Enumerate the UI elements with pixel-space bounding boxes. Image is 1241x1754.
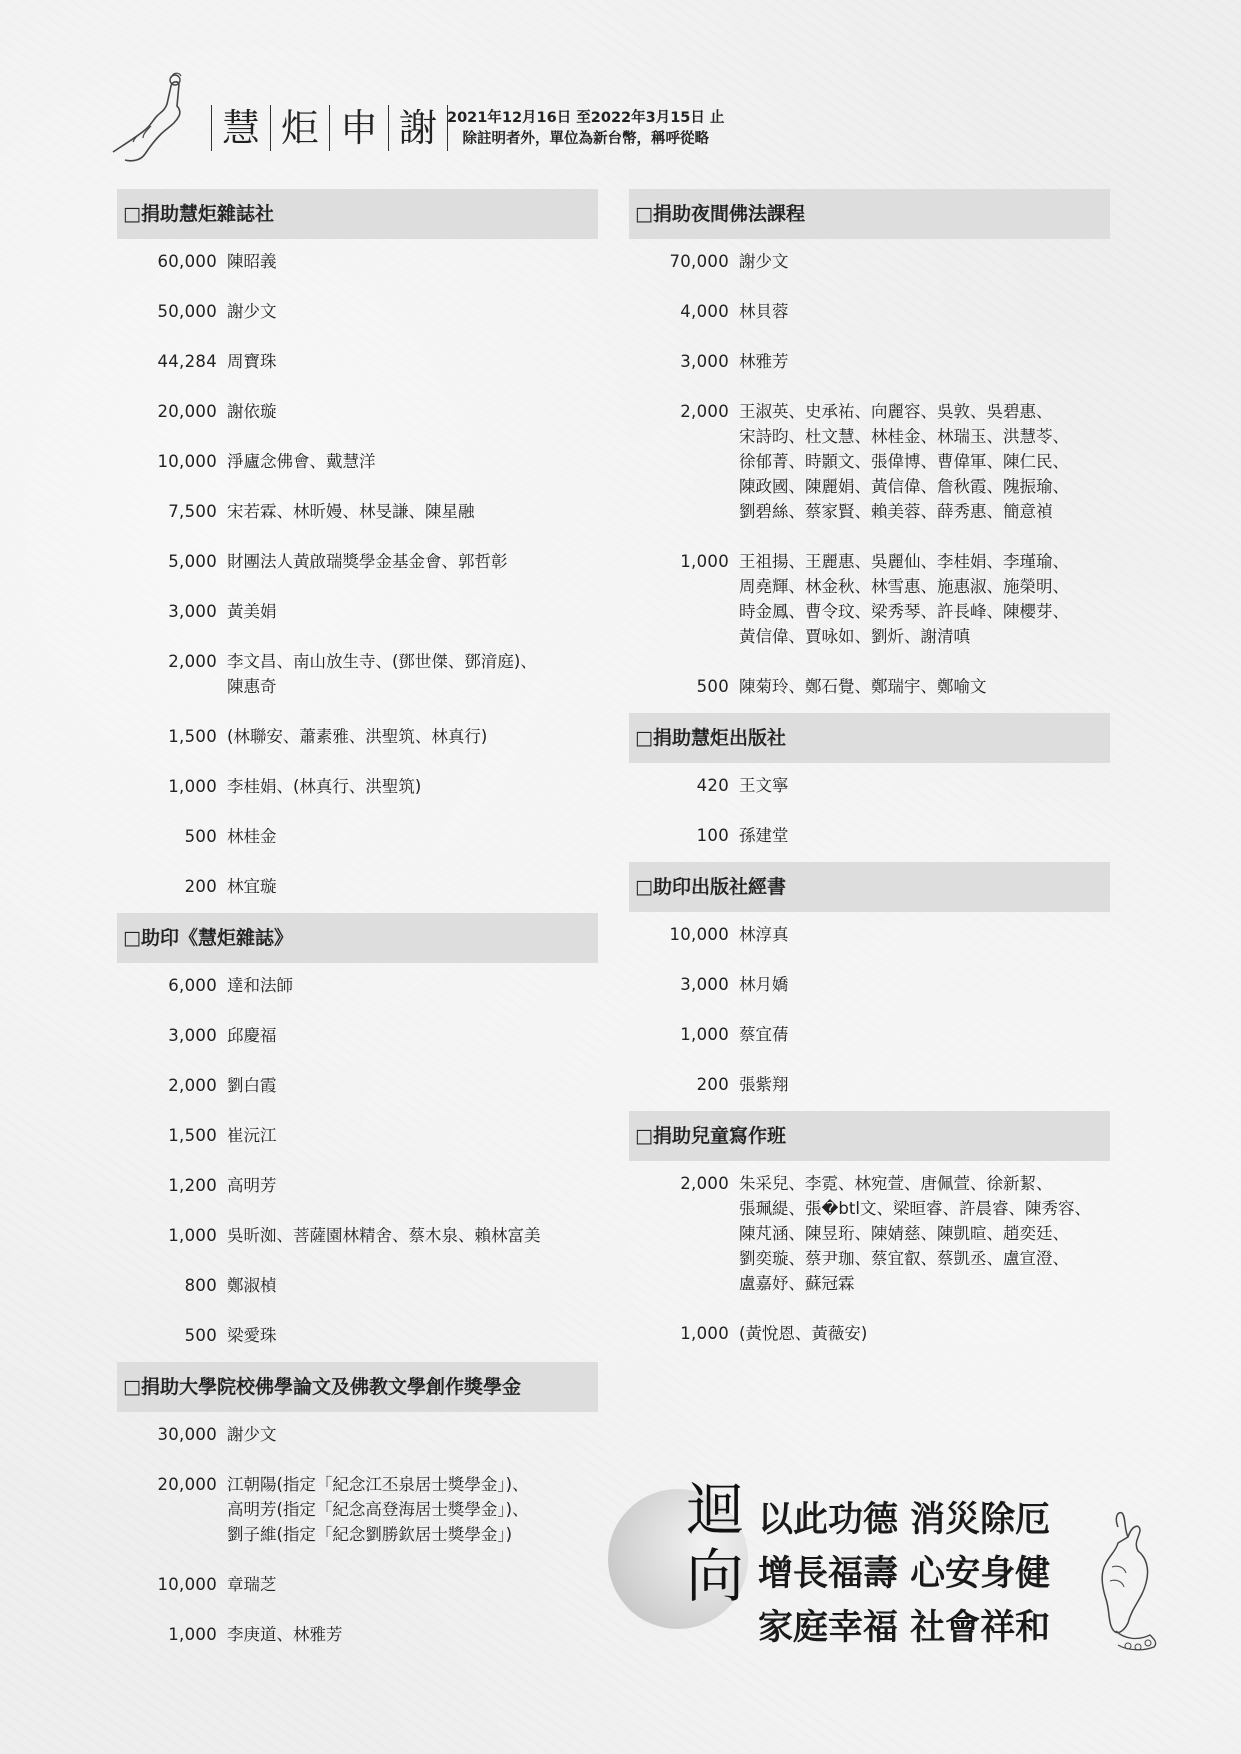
donation-row (629, 399, 1110, 524)
lotus-mudra-hand-icon (1088, 1507, 1168, 1657)
donor-names: 王祖揚、王麗惠、吳麗仙、李桂娟、李瑾瑜、 周堯輝、林金秋、林雪惠、施惠淑、施榮明、 時金鳳、曹令玟、梁秀琴、許長峰、陳櫻芽、 黃信偉、賈咏如、劉炘、謝清嗔 (739, 552, 1069, 646)
donor-names: 章瑞芝 (227, 1575, 277, 1594)
section-header: □捐助大學院校佛學論文及佛教文學創作獎學金 (117, 1362, 598, 1412)
hand-holding-torch-icon (105, 72, 205, 172)
donation-amount: 3,000 (168, 602, 217, 621)
donation-amount: 3,000 (680, 352, 729, 371)
donation-row (117, 1572, 598, 1597)
page-title (211, 105, 448, 151)
donation-row (117, 1023, 598, 1048)
donation-amount: 50,000 (157, 302, 217, 321)
donation-row (117, 824, 598, 849)
donation-amount: 70,000 (669, 252, 729, 271)
donation-row (117, 499, 598, 524)
donor-names: 王淑英、史承祐、向麗容、吳敦、吳碧惠、 宋詩昀、杜文慧、林桂金、林瑞玉、洪慧苓、 徐郁菁、時顥文、張偉博、曹偉軍、陳仁民、 陳政國、陳麗娟、黃信偉、詹秋霞、隗振瑜、 劉碧絲、蔡家賢、賴美蓉、薛秀惠、簡意禎 (739, 402, 1069, 521)
donor-names: 陳昭義 (227, 252, 277, 271)
donation-row (117, 724, 598, 749)
donation-amount: 6,000 (168, 976, 217, 995)
date-range: 2021年12月16日 至2022年3月15日 止 (447, 110, 725, 126)
donation-row (117, 1323, 598, 1348)
donation-amount: 30,000 (157, 1425, 217, 1444)
donation-list (117, 973, 598, 1348)
date-info (447, 108, 724, 150)
dedication-block (608, 1475, 1168, 1665)
donation-list (629, 249, 1110, 699)
donation-amount: 1,000 (680, 1025, 729, 1044)
dedication-title (680, 1477, 750, 1609)
donation-row (117, 349, 598, 374)
donation-row (117, 1422, 598, 1447)
donor-names: 劉白霞 (227, 1076, 277, 1095)
donation-row (117, 1622, 598, 1647)
donation-amount: 10,000 (157, 452, 217, 471)
donation-list (117, 1422, 598, 1647)
donor-names: 謝少文 (227, 1425, 277, 1444)
donation-amount: 20,000 (157, 1475, 217, 1494)
right-column (629, 189, 1110, 1360)
donation-amount: 200 (696, 1075, 729, 1094)
donation-amount: 2,000 (680, 1174, 729, 1193)
donation-amount: 500 (184, 827, 217, 846)
donation-amount: 10,000 (669, 925, 729, 944)
title-char: 申 (329, 105, 388, 151)
donation-amount: 1,200 (168, 1176, 217, 1195)
section-header: □捐助慧炬雜誌社 (117, 189, 598, 239)
donation-list (117, 249, 598, 899)
donation-row (117, 599, 598, 624)
donation-amount: 2,000 (168, 652, 217, 671)
donation-amount: 60,000 (157, 252, 217, 271)
donor-names: 李庚道、林雅芳 (227, 1625, 343, 1644)
donation-amount: 1,500 (168, 727, 217, 746)
donation-row (117, 1223, 598, 1248)
donation-amount: 800 (184, 1276, 217, 1295)
donation-row (629, 773, 1110, 798)
donor-names: 林宜璇 (227, 877, 277, 896)
title-char: 炬 (270, 105, 329, 151)
verse-line: 增長福壽 心安身健 (758, 1553, 1051, 1594)
donation-row (117, 1123, 598, 1148)
dedication-title-char: 迴 (685, 1476, 744, 1544)
donation-row (117, 973, 598, 998)
donation-row (629, 1321, 1110, 1346)
section-header: □捐助夜間佛法課程 (629, 189, 1110, 239)
donation-amount: 44,284 (157, 352, 217, 371)
donation-list (629, 922, 1110, 1097)
donation-amount: 200 (184, 877, 217, 896)
donation-row (117, 299, 598, 324)
donor-names: 林淳真 (739, 925, 789, 944)
donor-names: 陳菊玲、鄭石覺、鄭瑞宇、鄭喻文 (739, 677, 987, 696)
currency-note: 除註明者外，單位為新台幣，稱呼從略 (462, 131, 709, 147)
donation-amount: 100 (696, 826, 729, 845)
donation-amount: 4,000 (680, 302, 729, 321)
donor-names: 謝少文 (739, 252, 789, 271)
donor-names: 孫建堂 (739, 826, 789, 845)
donor-names: 達和法師 (227, 976, 293, 995)
donation-amount: 20,000 (157, 402, 217, 421)
donor-names: 王文寧 (739, 776, 789, 795)
donation-amount: 2,000 (168, 1076, 217, 1095)
donation-amount: 1,500 (168, 1126, 217, 1145)
donation-row (629, 823, 1110, 848)
verse-line: 家庭幸福 社會祥和 (758, 1607, 1051, 1648)
donor-names: (黃悅恩、黃薇安) (739, 1324, 868, 1343)
donation-list (629, 773, 1110, 848)
donation-row (629, 349, 1110, 374)
section-header: □助印《慧炬雜誌》 (117, 913, 598, 963)
donor-names: 李文昌、南山放生寺、(鄧世傑、鄧湇庭)、 陳惠奇 (227, 652, 537, 696)
donor-names: 李桂娟、(林真行、洪聖筑) (227, 777, 422, 796)
donation-amount: 3,000 (168, 1026, 217, 1045)
donation-row (117, 874, 598, 899)
donation-row (629, 249, 1110, 274)
donation-row (629, 972, 1110, 997)
donation-amount: 2,000 (680, 402, 729, 421)
donation-row (629, 549, 1110, 649)
donation-row (117, 399, 598, 424)
donation-row (117, 1173, 598, 1198)
donation-row (117, 649, 598, 699)
donor-names: 黃美娟 (227, 602, 277, 621)
donation-row (117, 249, 598, 274)
donor-names: 張紫翔 (739, 1075, 789, 1094)
donation-row (117, 549, 598, 574)
donation-amount: 1,000 (168, 1226, 217, 1245)
donation-row (117, 1273, 598, 1298)
donation-row (629, 674, 1110, 699)
donor-names: 財團法人黃啟瑞獎學金基金會、郭哲彰 (227, 552, 508, 571)
donation-row (629, 1022, 1110, 1047)
donor-names: (林聯安、蕭素雅、洪聖筑、林真行) (227, 727, 488, 746)
donation-amount: 5,000 (168, 552, 217, 571)
verse-line: 以此功德 消災除厄 (758, 1499, 1051, 1540)
donation-amount: 500 (696, 677, 729, 696)
donor-names: 宋若霖、林昕嫚、林旻謙、陳星融 (227, 502, 475, 521)
donation-list (629, 1171, 1110, 1346)
donation-amount: 1,000 (168, 777, 217, 796)
donation-amount: 3,000 (680, 975, 729, 994)
donation-amount: 7,500 (168, 502, 217, 521)
donor-names: 吳昕洳、菩薩園林精舍、蔡木泉、賴林富美 (227, 1226, 541, 1245)
donation-row (117, 449, 598, 474)
donation-row (629, 1171, 1110, 1296)
donation-amount: 1,000 (680, 1324, 729, 1343)
donor-names: 崔沅江 (227, 1126, 277, 1145)
donor-names: 鄭淑楨 (227, 1276, 277, 1295)
left-column (117, 189, 598, 1661)
donation-amount: 10,000 (157, 1575, 217, 1594)
donation-row (629, 299, 1110, 324)
donation-amount: 500 (184, 1326, 217, 1345)
donor-names: 梁愛珠 (227, 1326, 277, 1345)
donation-row (629, 1072, 1110, 1097)
title-char: 謝 (388, 105, 448, 151)
donor-names: 朱采兒、李霓、林宛萱、唐佩萱、徐新絜、 張珮緹、張�btl文、梁晅睿、許晨睿、陳秀容、 陳芃涵、陳昱珩、陳婧慈、陳凱暄、趙奕廷、 劉奕璇、蔡尹珈、蔡宜叡、蔡凱丞、盧宣澄、 盧嘉妤、蘇冠霖 (739, 1174, 1091, 1293)
donation-row (117, 774, 598, 799)
donor-names: 江朝陽(指定「紀念江丕泉居士獎學金」)、 高明芳(指定「紀念高登海居士獎學金」)、 劉子維(指定「紀念劉勝欽居士獎學金」) (227, 1475, 529, 1544)
donor-names: 林月嬌 (739, 975, 789, 994)
dedication-title-char: 向 (685, 1542, 744, 1610)
donor-names: 周寶珠 (227, 352, 277, 371)
section-header: □捐助慧炬出版社 (629, 713, 1110, 763)
page-header (105, 72, 785, 162)
donor-names: 高明芳 (227, 1176, 277, 1195)
dedication-verse (758, 1493, 1050, 1655)
title-char: 慧 (211, 105, 270, 151)
donor-names: 謝少文 (227, 302, 277, 321)
donation-amount: 1,000 (168, 1625, 217, 1644)
section-header: □捐助兒童寫作班 (629, 1111, 1110, 1161)
section-header: □助印出版社經書 (629, 862, 1110, 912)
donation-row (629, 922, 1110, 947)
donor-names: 邱慶福 (227, 1026, 277, 1045)
donor-names: 林貝蓉 (739, 302, 789, 321)
donation-row (117, 1472, 598, 1547)
donation-amount: 1,000 (680, 552, 729, 571)
donation-row (117, 1073, 598, 1098)
donor-names: 蔡宜蒨 (739, 1025, 789, 1044)
donor-names: 淨廬念佛會、戴慧洋 (227, 452, 376, 471)
donor-names: 林桂金 (227, 827, 277, 846)
donor-names: 林雅芳 (739, 352, 789, 371)
donor-names: 謝依璇 (227, 402, 277, 421)
donation-amount: 420 (696, 776, 729, 795)
